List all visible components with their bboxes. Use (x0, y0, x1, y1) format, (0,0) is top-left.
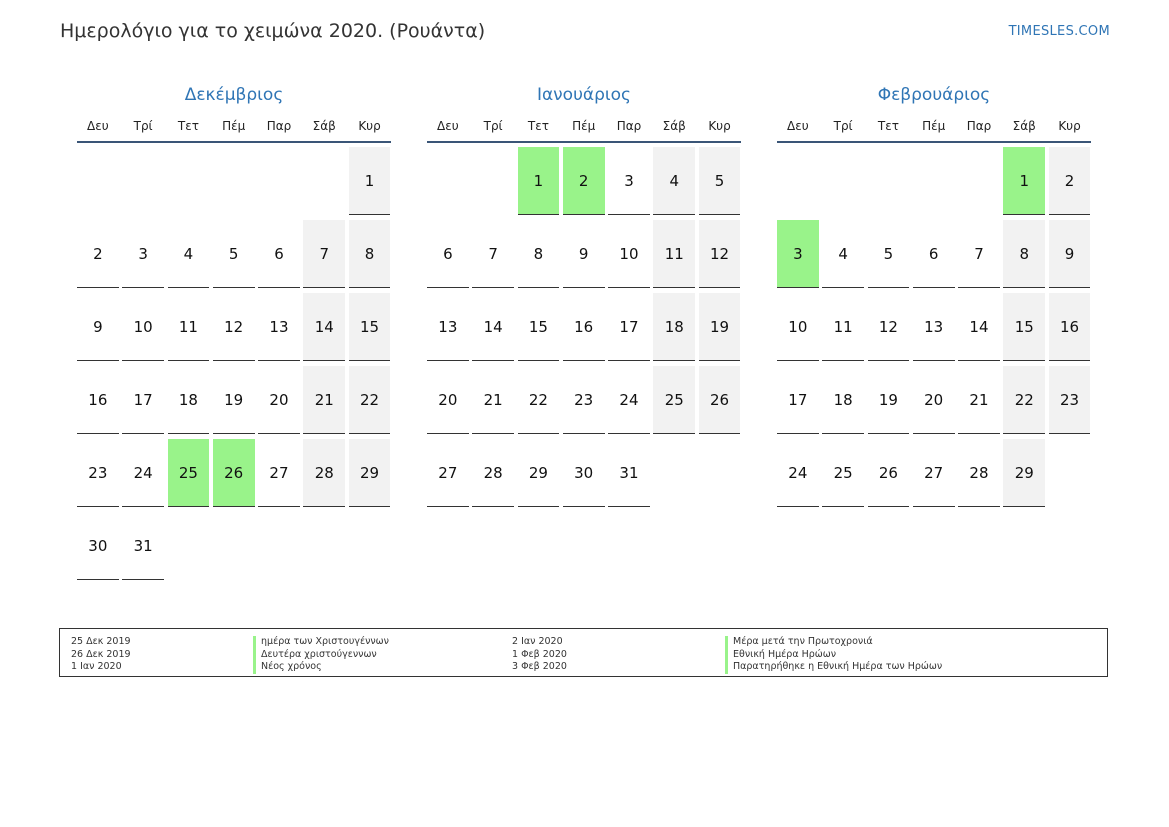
month-december (77, 84, 391, 580)
day-cell: 12 (213, 293, 255, 361)
weekday-label: Παρ (616, 119, 642, 133)
day-cell: 28 (958, 439, 1000, 507)
holiday-day-cell: 26 (213, 439, 255, 507)
day-cell: 10 (777, 293, 819, 361)
day-cell: 10 (608, 220, 650, 288)
day-cell: 17 (777, 366, 819, 434)
day-cell: 21 (303, 366, 345, 434)
weekday-label: Τετ (177, 119, 199, 133)
day-cell: 24 (122, 439, 164, 507)
weekday-label: Τετ (877, 119, 899, 133)
legend-dates-right (512, 636, 567, 674)
day-cell: 7 (958, 220, 1000, 288)
empty-cell (168, 147, 210, 215)
weekday-label: Πέμ (222, 119, 246, 133)
weekday-label: Σάβ (312, 119, 336, 133)
legend-date: 1 Φεβ 2020 (512, 648, 567, 660)
day-cell: 13 (427, 293, 469, 361)
day-cell: 6 (427, 220, 469, 288)
day-cell: 17 (608, 293, 650, 361)
day-grid (427, 147, 741, 507)
day-cell: 17 (122, 366, 164, 434)
weekday-label: Παρ (266, 119, 292, 133)
empty-cell (822, 147, 864, 215)
day-cell: 18 (822, 366, 864, 434)
empty-cell (213, 147, 255, 215)
day-cell: 20 (427, 366, 469, 434)
day-grid (77, 147, 391, 580)
holiday-day-cell: 1 (518, 147, 560, 215)
day-cell: 26 (868, 439, 910, 507)
weekday-header (427, 116, 741, 136)
day-cell: 13 (913, 293, 955, 361)
weekday-label: Σάβ (1012, 119, 1036, 133)
weekday-label: Δευ (787, 119, 809, 133)
weekday-label: Κυρ (708, 119, 731, 133)
weekday-label: Τρί (483, 119, 503, 133)
empty-cell (868, 147, 910, 215)
weekday-label: Σάβ (662, 119, 686, 133)
day-cell: 9 (1049, 220, 1091, 288)
day-cell: 3 (608, 147, 650, 215)
month-february (777, 84, 1091, 507)
day-cell: 12 (868, 293, 910, 361)
day-cell: 22 (518, 366, 560, 434)
day-cell: 14 (958, 293, 1000, 361)
day-cell: 28 (303, 439, 345, 507)
header-rule (77, 141, 391, 143)
header-rule (427, 141, 741, 143)
legend-dates-left (71, 636, 131, 674)
day-cell: 2 (1049, 147, 1091, 215)
day-cell: 27 (258, 439, 300, 507)
day-grid (777, 147, 1091, 507)
legend-holiday-name: Παρατηρήθηκε η Εθνική Ημέρα των Ηρώων (725, 661, 942, 674)
empty-cell (913, 147, 955, 215)
day-cell: 26 (699, 366, 741, 434)
legend-date: 1 Ιαν 2020 (71, 661, 122, 672)
legend-holiday-name: Νέος χρόνος (253, 661, 389, 674)
day-cell: 8 (518, 220, 560, 288)
day-cell: 24 (777, 439, 819, 507)
month-january (427, 84, 741, 507)
legend-holiday-name: Δευτέρα χριστούγεννων (253, 649, 389, 662)
legend-holiday-name: Εθνική Ημέρα Ηρώων (725, 649, 942, 662)
day-cell: 9 (563, 220, 605, 288)
day-cell: 22 (349, 366, 391, 434)
day-cell: 7 (303, 220, 345, 288)
day-cell: 6 (913, 220, 955, 288)
day-cell: 14 (472, 293, 514, 361)
weekday-label: Πέμ (922, 119, 946, 133)
empty-cell (777, 147, 819, 215)
day-cell: 21 (958, 366, 1000, 434)
empty-cell (472, 147, 514, 215)
legend-date: 26 Δεκ 2019 (71, 648, 131, 660)
day-cell: 24 (608, 366, 650, 434)
month-name: Ιανουάριος (536, 85, 632, 105)
month-name: Φεβρουάριος (877, 85, 991, 105)
day-cell: 11 (168, 293, 210, 361)
day-cell: 8 (1003, 220, 1045, 288)
day-cell: 27 (427, 439, 469, 507)
day-cell: 1 (349, 147, 391, 215)
day-cell: 30 (563, 439, 605, 507)
weekday-label: Τρί (133, 119, 153, 133)
day-cell: 29 (518, 439, 560, 507)
day-cell: 15 (349, 293, 391, 361)
empty-cell (258, 147, 300, 215)
holiday-day-cell: 3 (777, 220, 819, 288)
day-cell: 27 (913, 439, 955, 507)
day-cell: 18 (168, 366, 210, 434)
day-cell: 18 (653, 293, 695, 361)
weekday-label: Παρ (966, 119, 992, 133)
day-cell: 13 (258, 293, 300, 361)
day-cell: 23 (1049, 366, 1091, 434)
site-link[interactable]: TIMESLES.COM (1008, 24, 1110, 39)
weekday-label: Πέμ (572, 119, 596, 133)
weekday-header (777, 116, 1091, 136)
day-cell: 15 (1003, 293, 1045, 361)
holiday-day-cell: 1 (1003, 147, 1045, 215)
day-cell: 15 (518, 293, 560, 361)
page-title: Ημερολόγιο για το χειμώνα 2020. (Ρουάντα) (60, 20, 486, 42)
day-cell: 25 (822, 439, 864, 507)
legend-date: 2 Ιαν 2020 (512, 636, 563, 647)
day-cell: 20 (913, 366, 955, 434)
legend-names-right (725, 636, 942, 674)
day-cell: 16 (1049, 293, 1091, 361)
weekday-label: Τετ (527, 119, 549, 133)
day-cell: 12 (699, 220, 741, 288)
day-cell: 20 (258, 366, 300, 434)
day-cell: 11 (822, 293, 864, 361)
legend-holiday-name: ημέρα των Χριστουγέννων (253, 636, 389, 649)
empty-cell (122, 147, 164, 215)
day-cell: 5 (699, 147, 741, 215)
day-cell: 4 (653, 147, 695, 215)
day-cell: 6 (258, 220, 300, 288)
day-cell: 19 (699, 293, 741, 361)
day-cell: 31 (608, 439, 650, 507)
day-cell: 5 (868, 220, 910, 288)
day-cell: 30 (77, 512, 119, 580)
day-cell: 19 (213, 366, 255, 434)
header-rule (777, 141, 1091, 143)
day-cell: 11 (653, 220, 695, 288)
empty-cell (77, 147, 119, 215)
day-cell: 7 (472, 220, 514, 288)
holiday-day-cell: 2 (563, 147, 605, 215)
day-cell: 16 (77, 366, 119, 434)
day-cell: 25 (653, 366, 695, 434)
day-cell: 28 (472, 439, 514, 507)
empty-cell (427, 147, 469, 215)
weekday-label: Δευ (87, 119, 109, 133)
day-cell: 21 (472, 366, 514, 434)
day-cell: 31 (122, 512, 164, 580)
weekday-label: Κυρ (358, 119, 381, 133)
day-cell: 16 (563, 293, 605, 361)
day-cell: 29 (349, 439, 391, 507)
legend-date: 25 Δεκ 2019 (71, 636, 131, 647)
day-cell: 4 (822, 220, 864, 288)
weekday-label: Δευ (437, 119, 459, 133)
holiday-legend (59, 628, 1108, 677)
day-cell: 5 (213, 220, 255, 288)
day-cell: 9 (77, 293, 119, 361)
day-cell: 2 (77, 220, 119, 288)
legend-names-left (253, 636, 389, 674)
weekday-label: Τρί (833, 119, 853, 133)
day-cell: 23 (563, 366, 605, 434)
weekday-header (77, 116, 391, 136)
day-cell: 4 (168, 220, 210, 288)
day-cell: 29 (1003, 439, 1045, 507)
day-cell: 19 (868, 366, 910, 434)
holiday-day-cell: 25 (168, 439, 210, 507)
day-cell: 23 (77, 439, 119, 507)
legend-holiday-name: Μέρα μετά την Πρωτοχρονιά (725, 636, 942, 649)
day-cell: 14 (303, 293, 345, 361)
legend-date: 3 Φεβ 2020 (512, 661, 567, 672)
empty-cell (958, 147, 1000, 215)
weekday-label: Κυρ (1058, 119, 1081, 133)
empty-cell (303, 147, 345, 215)
month-name: Δεκέμβριος (184, 85, 284, 105)
day-cell: 22 (1003, 366, 1045, 434)
day-cell: 3 (122, 220, 164, 288)
day-cell: 10 (122, 293, 164, 361)
day-cell: 8 (349, 220, 391, 288)
